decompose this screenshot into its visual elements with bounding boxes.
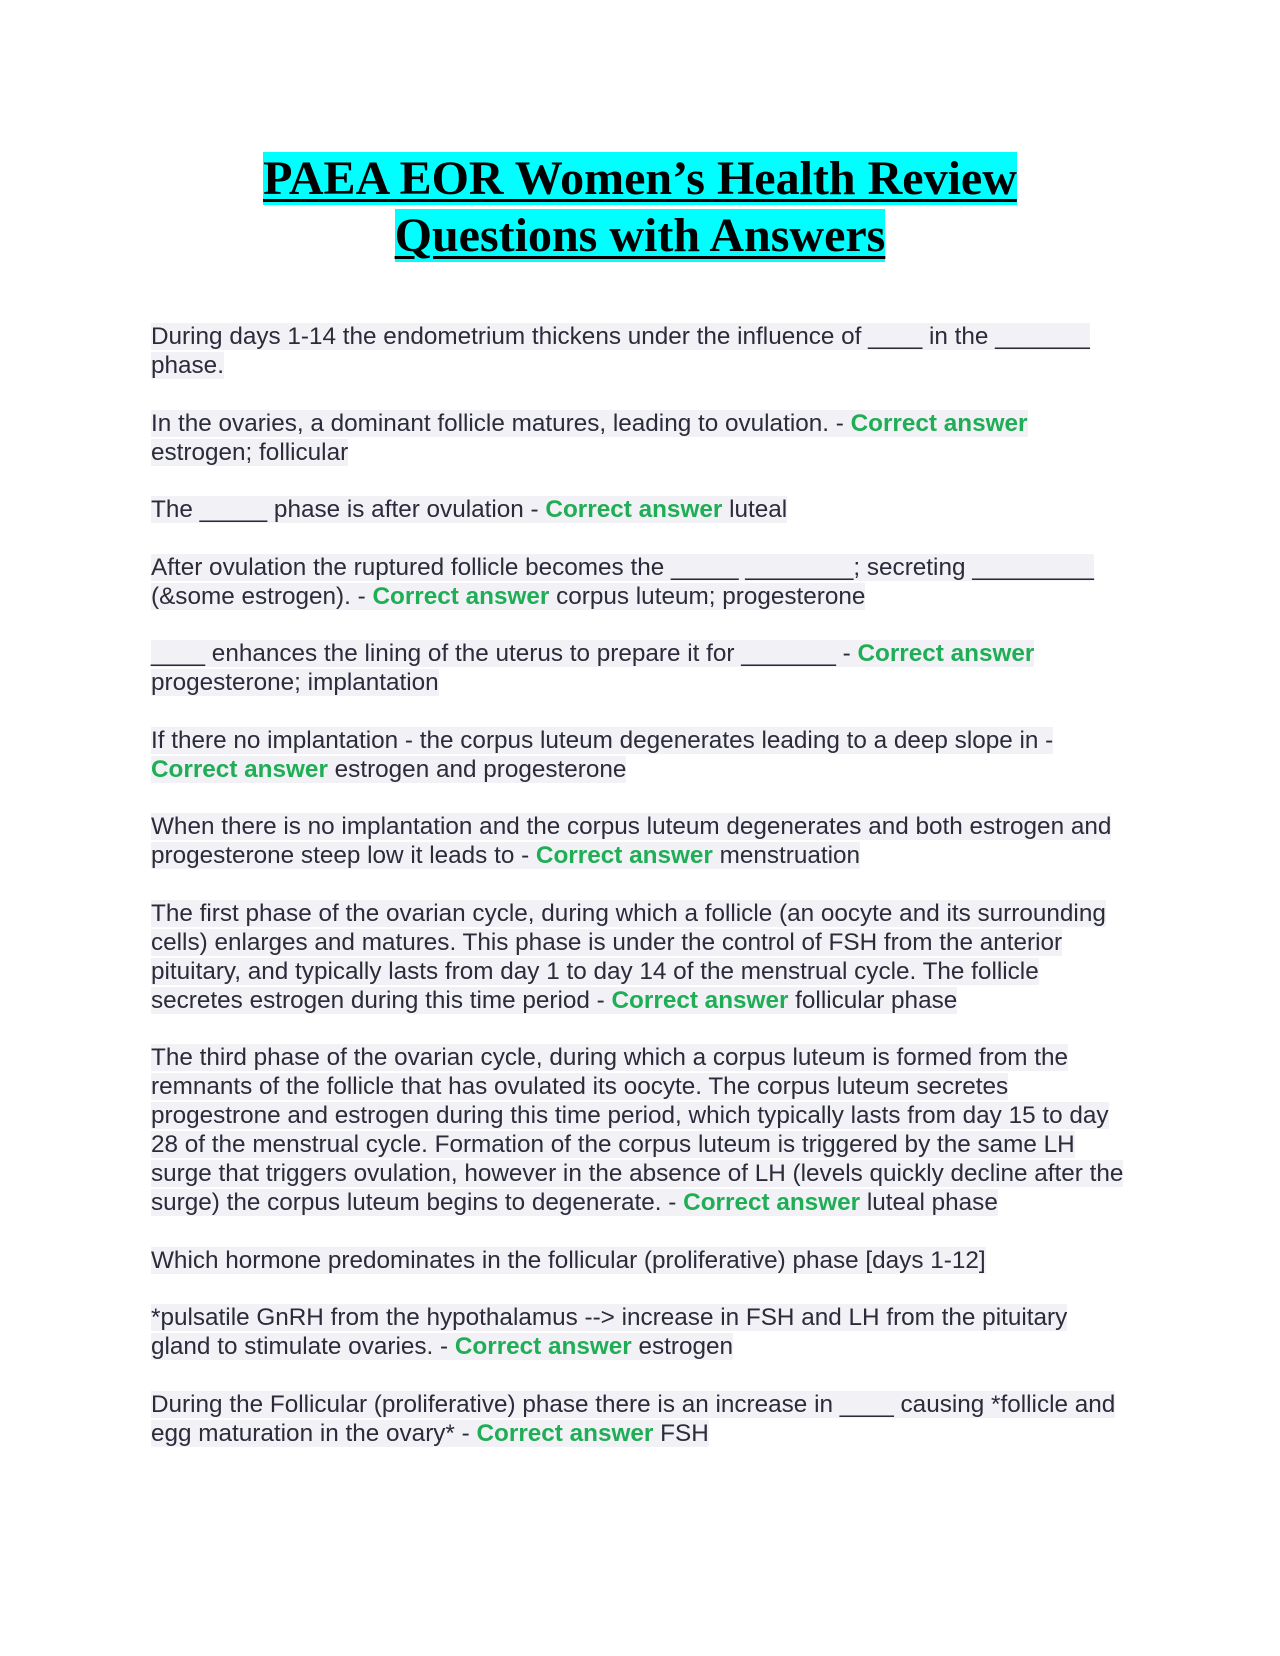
correct-answer-label: Correct answer	[611, 986, 789, 1014]
answer-text: corpus luteum; progesterone	[549, 582, 866, 610]
qa-item	[151, 1246, 1131, 1275]
qa-item	[151, 322, 1131, 380]
correct-answer-label: Correct answer	[454, 1333, 632, 1360]
correct-answer-label: Correct answer	[476, 1419, 654, 1447]
correct-answer-label: Correct answer	[850, 409, 1028, 437]
correct-answer-label: Correct answer	[857, 640, 1035, 667]
question-text: ____ enhances the lining of the uterus to prepare it for _______ -	[151, 640, 858, 667]
question-text: When there is no implantation and the corpus luteum degenerates and both estrogen and progesterone steep low it leads to -	[151, 813, 1112, 869]
qa-item	[151, 812, 1131, 870]
qa-item	[151, 1303, 1131, 1361]
answer-text: luteal phase	[860, 1189, 998, 1216]
question-text: In the ovaries, a dominant follicle matures, leading to ovulation. -	[151, 409, 851, 437]
question-text: If there no implantation - the corpus luteum degenerates leading to a deep slope in -	[151, 726, 1054, 754]
answer-text: estrogen	[631, 1333, 734, 1360]
page-title	[150, 150, 1130, 264]
question-text: After ovulation the ruptured follicle becomes the _____ ________; secreting _________ (&some estrogen). -	[151, 553, 1094, 610]
correct-answer-label: Correct answer	[535, 842, 713, 869]
question-text: *pulsatile GnRH from the hypothalamus --> increase in FSH and LH from the pituitary gland to stimulate ovaries. -	[151, 1304, 1068, 1360]
qa-item	[151, 639, 1131, 697]
qa-list	[151, 322, 1131, 1476]
question-text: During the Follicular (proliferative) phase there is an increase in ____ causing *follicle and egg maturation in the ovary* -	[151, 1390, 1116, 1447]
answer-text: FSH	[653, 1419, 709, 1447]
answer-text: estrogen; follicular	[151, 438, 349, 466]
question-text: The first phase of the ovarian cycle, during which a follicle (an oocyte and its surrounding cells) enlarges and matures. This phase is under the control of FSH from the anterior pituitary, and typically lasts from day 1 to day 14 of the menstrual cycle. The follicle secretes estrogen during this time period -	[151, 899, 1106, 1014]
correct-answer-label: Correct answer	[372, 582, 550, 610]
answer-text: menstruation	[712, 842, 861, 869]
qa-item	[151, 726, 1131, 784]
qa-item	[151, 1390, 1131, 1448]
answer-text: luteal	[722, 496, 788, 523]
qa-item	[151, 553, 1131, 611]
title-line-2: Questions with Answers	[394, 209, 886, 262]
answer-text: follicular phase	[788, 986, 958, 1014]
answer-text: estrogen and progesterone	[327, 755, 627, 783]
title-line-1: PAEA EOR Women’s Health Review	[263, 152, 1017, 205]
qa-item	[151, 409, 1131, 467]
question-text: During days 1-14 the endometrium thickens under the influence of ____ in the _______ phase.	[151, 323, 1090, 379]
correct-answer-label: Correct answer	[683, 1189, 861, 1216]
qa-item	[151, 495, 1131, 524]
question-text: The _____ phase is after ovulation -	[151, 496, 546, 523]
question-text: The third phase of the ovarian cycle, during which a corpus luteum is formed from the remnants of the follicle that has ovulated its oocyte. The corpus luteum secretes progestrone and estrogen during this time period, which typically lasts from day 15 to day 28 of the menstrual cycle. Formation of the corpus luteum is triggered by the same LH surge that triggers ovulation, however in the absence of LH (levels quickly decline after the surge) the corpus luteum begins to degenerate. -	[151, 1044, 1124, 1216]
correct-answer-label: Correct answer	[545, 496, 723, 523]
qa-item	[151, 899, 1131, 1015]
qa-item	[151, 1043, 1131, 1217]
answer-text: progesterone; implantation	[151, 669, 439, 696]
correct-answer-label: Correct answer	[151, 755, 328, 783]
question-text: Which hormone predominates in the follicular (proliferative) phase [days 1-12]	[151, 1246, 986, 1274]
